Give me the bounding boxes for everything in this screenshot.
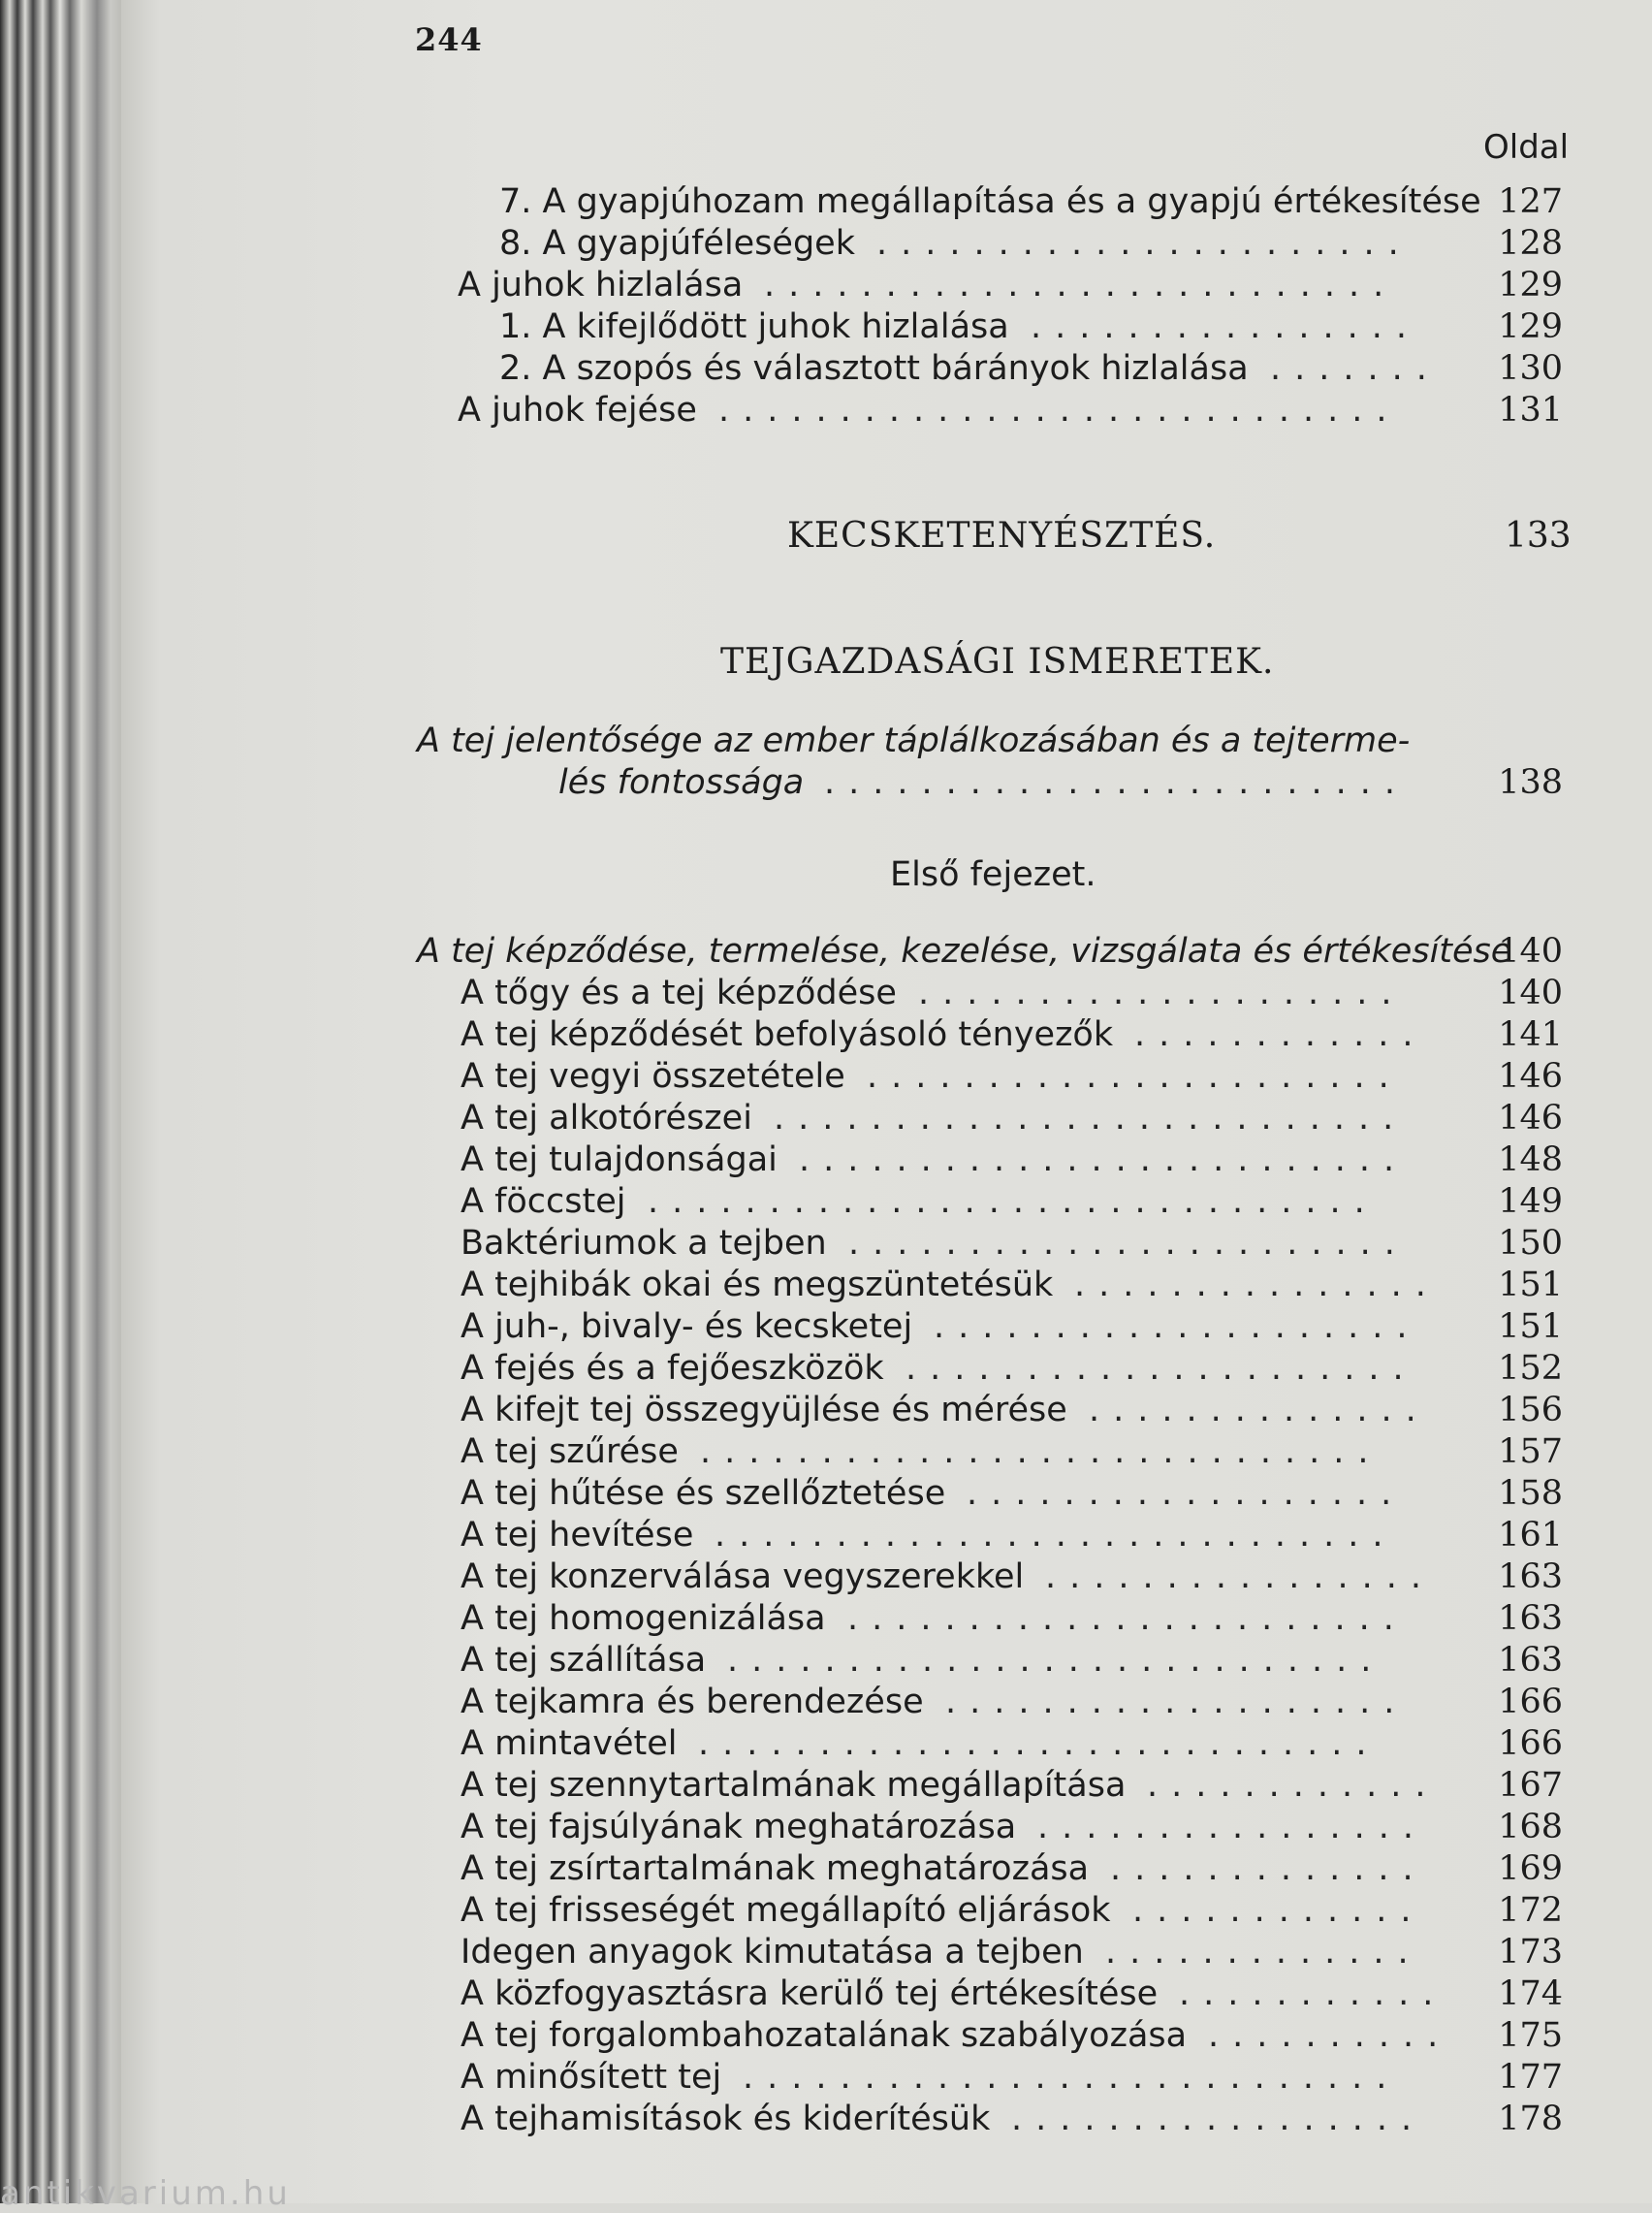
heading-dairy: TEJGAZDASÁGI ISMERETEK. bbox=[720, 642, 1275, 682]
toc-row bbox=[0, 1139, 1563, 1180]
toc-page-number: 128 bbox=[1498, 224, 1563, 263]
toc-page-number: 152 bbox=[1498, 1349, 1563, 1388]
toc-row bbox=[0, 1890, 1563, 1931]
toc-title: A tej képződését befolyásoló tényezők bbox=[461, 1015, 1114, 1054]
toc-row bbox=[0, 1181, 1563, 1222]
toc-title: A tej szállítása bbox=[461, 1641, 707, 1680]
leader-dots: ........................... bbox=[743, 2058, 1401, 2097]
toc-page-number: 129 bbox=[1498, 307, 1563, 346]
leader-dots: ............................ bbox=[718, 391, 1401, 430]
leader-dots: ................. bbox=[1011, 2100, 1426, 2138]
toc-title: Idegen anyagok kimutatása a tejben bbox=[461, 1933, 1084, 1972]
leader-dots: ............................ bbox=[700, 1432, 1382, 1471]
toc-title: A tej forgalombahozatalának szabályozása bbox=[461, 2016, 1188, 2055]
toc-page-number: 169 bbox=[1498, 1849, 1563, 1888]
toc-page-number: 149 bbox=[1498, 1182, 1563, 1221]
toc-title: A tej tulajdonságai bbox=[461, 1140, 778, 1179]
toc-page-number: 178 bbox=[1498, 2100, 1563, 2138]
toc-page-number: 158 bbox=[1498, 1474, 1563, 1513]
leader-dots: ....................... bbox=[847, 1599, 1408, 1638]
toc-title: A tejhamisítások és kiderítésük bbox=[461, 2100, 991, 2138]
toc-page-number: 140 bbox=[1498, 932, 1563, 971]
toc-page-number: 168 bbox=[1498, 1808, 1563, 1846]
toc-row bbox=[0, 1431, 1563, 1472]
toc-title: 1. A kifejlődött juhok hizlalása bbox=[499, 307, 1009, 346]
toc-page-number: 167 bbox=[1498, 1766, 1563, 1805]
toc-row bbox=[0, 181, 1563, 222]
leader-dots: ............ bbox=[1132, 1891, 1425, 1930]
toc-page-number: 141 bbox=[1498, 1015, 1563, 1054]
toc-title: A tej szűrése bbox=[461, 1432, 679, 1471]
toc-page-number: 163 bbox=[1498, 1557, 1563, 1596]
toc-row-dairy-intro-2 bbox=[0, 762, 1563, 803]
toc-row bbox=[0, 1682, 1563, 1722]
toc-page-number: 151 bbox=[1498, 1307, 1563, 1346]
toc-row bbox=[0, 2057, 1563, 2098]
leader-dots: ............. bbox=[1110, 1849, 1427, 1888]
leader-dots: .................... bbox=[918, 974, 1406, 1012]
toc-row bbox=[0, 1390, 1563, 1430]
toc-title: A juhok hizlalása bbox=[458, 266, 744, 305]
toc-row-chapter-main bbox=[0, 931, 1563, 972]
leader-dots: ......................... bbox=[799, 1140, 1409, 1179]
toc-row bbox=[0, 1265, 1563, 1305]
toc-page-number: 156 bbox=[1498, 1391, 1563, 1429]
leader-dots: ...................... bbox=[876, 224, 1413, 263]
leader-dots: ..................... bbox=[905, 1349, 1417, 1388]
toc-page-number: 173 bbox=[1498, 1933, 1563, 1972]
toc-title: A tej fajsúlyának meghatározása bbox=[461, 1808, 1017, 1846]
toc-title: Baktériumok a tejben bbox=[461, 1224, 827, 1263]
toc-title: A tej frisseségét megállapító eljárások bbox=[461, 1891, 1111, 1930]
toc-row bbox=[0, 306, 1563, 347]
toc-row bbox=[0, 1765, 1563, 1806]
toc-page-number: 138 bbox=[1498, 763, 1563, 802]
toc-page-number: 166 bbox=[1498, 1683, 1563, 1721]
toc-page-number: 163 bbox=[1498, 1599, 1563, 1638]
toc-row bbox=[0, 390, 1563, 431]
toc-title: A juh-, bivaly- és kecsketej bbox=[461, 1307, 913, 1346]
toc-page-number: 166 bbox=[1498, 1724, 1563, 1763]
leader-dots: ........... bbox=[1179, 1974, 1447, 2013]
toc-title: A tej hűtése és szellőztetése bbox=[461, 1474, 946, 1513]
toc-title: A közfogyasztásra kerülő tej értékesítése bbox=[461, 1974, 1159, 2013]
leader-dots: ................ bbox=[1031, 307, 1421, 346]
toc-title: A tej jelentősége az ember táplálkozásában és a tejterme- bbox=[417, 722, 1411, 760]
leader-dots: ............ bbox=[1134, 1015, 1427, 1054]
toc-title: A fejés és a fejőeszközök bbox=[461, 1349, 884, 1388]
toc-title: 7. A gyapjúhozam megállapítása és a gyapjú értékesítése bbox=[499, 182, 1481, 221]
leader-dots: ............................ bbox=[715, 1516, 1397, 1555]
toc-page-number: 161 bbox=[1498, 1516, 1563, 1555]
toc-title: A juhok fejése bbox=[458, 391, 697, 430]
toc-page-number: 131 bbox=[1498, 391, 1563, 430]
toc-page-number: 130 bbox=[1498, 349, 1563, 388]
toc-page-number: 146 bbox=[1498, 1057, 1563, 1096]
toc-row bbox=[0, 2015, 1563, 2056]
toc-row bbox=[0, 1807, 1563, 1847]
page-number: 244 bbox=[415, 21, 483, 58]
toc-title: A tőgy és a tej képződése bbox=[461, 974, 897, 1012]
toc-row bbox=[0, 348, 1563, 389]
toc-title: A tej hevítése bbox=[461, 1516, 694, 1555]
toc-page-number: 163 bbox=[1498, 1641, 1563, 1680]
leader-dots: ...................... bbox=[867, 1057, 1403, 1096]
leader-dots: ....................... bbox=[848, 1224, 1409, 1263]
toc-page-number: 151 bbox=[1498, 1266, 1563, 1304]
toc-title: A tej szennytartalmának megállapítása bbox=[461, 1766, 1127, 1805]
toc-row bbox=[0, 2099, 1563, 2139]
leader-dots: ............................ bbox=[698, 1724, 1381, 1763]
toc-row bbox=[0, 1932, 1563, 1972]
toc-row bbox=[0, 1348, 1563, 1389]
toc-page-number: 174 bbox=[1498, 1974, 1563, 2013]
leader-dots: ............... bbox=[1074, 1266, 1440, 1304]
toc-page-number: 157 bbox=[1498, 1432, 1563, 1471]
toc-title: lés fontossága bbox=[558, 763, 805, 802]
toc-row bbox=[0, 1848, 1563, 1889]
toc-page-number: 172 bbox=[1498, 1891, 1563, 1930]
toc-row bbox=[0, 1973, 1563, 2014]
leader-dots: ........................ bbox=[824, 763, 1410, 802]
toc-row bbox=[0, 1723, 1563, 1764]
leader-dots: ............. bbox=[1105, 1933, 1422, 1972]
toc-row bbox=[0, 1056, 1563, 1097]
toc-title: A tej alkotórészei bbox=[461, 1099, 752, 1138]
toc-row bbox=[0, 1515, 1563, 1556]
toc-page-number: 150 bbox=[1498, 1224, 1563, 1263]
leader-dots: ....... bbox=[1270, 349, 1441, 388]
toc-title: A tej vegyi összetétele bbox=[461, 1057, 845, 1096]
leader-dots: ................... bbox=[945, 1683, 1409, 1721]
leader-dots: ................ bbox=[1045, 1557, 1436, 1596]
watermark: antikvarium.hu bbox=[0, 2174, 291, 2213]
toc-page-number: 140 bbox=[1498, 974, 1563, 1012]
toc-row bbox=[0, 1014, 1563, 1055]
toc-title: 8. A gyapjúféleségek bbox=[499, 224, 855, 263]
toc-row bbox=[0, 973, 1563, 1013]
leader-dots: ........................... bbox=[727, 1641, 1385, 1680]
heading-goat-breeding: KECSKETENYÉSZTÉS. bbox=[787, 516, 1217, 556]
toc-page-number: 148 bbox=[1498, 1140, 1563, 1179]
toc-title: 2. A szopós és választott bárányok hizlalása bbox=[499, 349, 1249, 388]
toc-row-dairy-intro-1 bbox=[0, 721, 1563, 761]
toc-row bbox=[0, 1223, 1563, 1264]
toc-page-number: 129 bbox=[1498, 266, 1563, 305]
toc-row bbox=[0, 1598, 1563, 1639]
leader-dots: .......................... bbox=[774, 1099, 1408, 1138]
leader-dots: .......... bbox=[1208, 2016, 1452, 2055]
toc-title: A tejkamra és berendezése bbox=[461, 1683, 924, 1721]
column-header-page: Oldal bbox=[1483, 128, 1570, 167]
heading-goat-page: 133 bbox=[1505, 516, 1572, 556]
toc-page-number: 146 bbox=[1498, 1099, 1563, 1138]
toc-row bbox=[0, 223, 1563, 264]
toc-row bbox=[0, 265, 1563, 305]
toc-title: A mintavétel bbox=[461, 1724, 678, 1763]
toc-title: A tej konzerválása vegyszerekkel bbox=[461, 1557, 1025, 1596]
toc-title: A kifejt tej összegyüjlése és mérése bbox=[461, 1391, 1067, 1429]
toc-title: A tej homogenizálása bbox=[461, 1599, 826, 1638]
chapter-title: Első fejezet. bbox=[890, 855, 1096, 894]
toc-row bbox=[0, 1556, 1563, 1597]
toc-title: A föccstej bbox=[461, 1182, 626, 1221]
toc-row bbox=[0, 1473, 1563, 1514]
toc-title: A minősített tej bbox=[461, 2058, 722, 2097]
leader-dots: ............ bbox=[1147, 1766, 1440, 1805]
leader-dots: .................. bbox=[967, 1474, 1406, 1513]
leader-dots: .................... bbox=[934, 1307, 1421, 1346]
toc-title: A tejhibák okai és megszüntetésük bbox=[461, 1266, 1054, 1304]
leader-dots: .............. bbox=[1089, 1391, 1430, 1429]
toc-row bbox=[0, 1306, 1563, 1347]
leader-dots: .............................. bbox=[648, 1182, 1379, 1221]
toc-title: A tej zsírtartalmának meghatározása bbox=[461, 1849, 1090, 1888]
toc-page-number: 177 bbox=[1498, 2058, 1563, 2097]
toc-row bbox=[0, 1098, 1563, 1139]
toc-page-number: 175 bbox=[1498, 2016, 1563, 2055]
toc-page-number: 127 bbox=[1498, 182, 1563, 221]
toc-title: A tej képződése, termelése, kezelése, vizsgálata és értékesítése bbox=[417, 932, 1512, 971]
leader-dots: ................ bbox=[1037, 1808, 1428, 1846]
leader-dots: .......................... bbox=[764, 266, 1398, 305]
toc-row bbox=[0, 1640, 1563, 1681]
